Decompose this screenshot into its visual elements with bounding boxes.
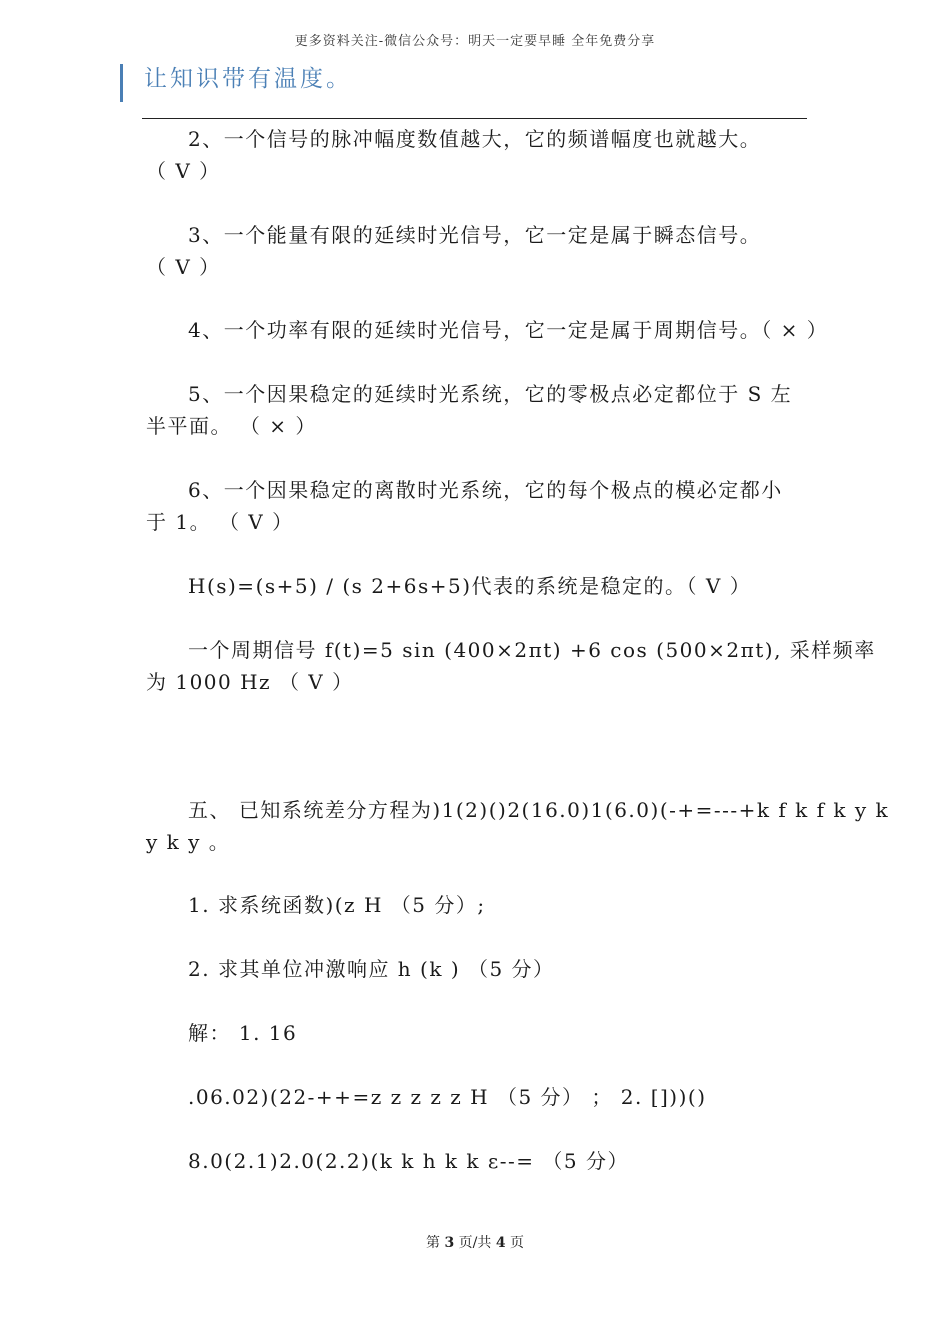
question-2-answer: （ V ） [146, 159, 221, 183]
section-5-answer-1: 解： 1. 16 [188, 1021, 298, 1045]
section-5-line-1: 五、 已知系统差分方程为)1(2)()2(16.0)1(6.0)(-+=---+k f k f k y k [188, 798, 890, 822]
current-page-number: 3 [444, 1235, 455, 1251]
question-6-line-1: 6、一个因果稳定的离散时光系统，它的每个极点的模必定都小 [188, 478, 783, 502]
question-8-line-1: 一个周期信号 f(t)=5 sin (400×2πt) +6 cos (500×2πt), 采样频率 [188, 638, 876, 662]
total-pages-number: 4 [495, 1235, 506, 1251]
header-divider [142, 118, 807, 119]
footer-suffix: 页 [505, 1235, 525, 1251]
section-5-line-2: y k y 。 [146, 830, 231, 854]
section-5-answer-3: 8.0(2.1)2.0(2.2)(k k h k k ε--= （5 分） [188, 1149, 629, 1173]
section-5-question-1: 1. 求系统函数)(z H （5 分）; [188, 893, 486, 917]
question-3-answer: （ V ） [146, 255, 221, 279]
question-2-line-1: 2、一个信号的脉冲幅度数值越大，它的频谱幅度也就越大。 [188, 127, 762, 151]
top-note: 更多资料关注-微信公众号：明天一定要早睡 全年免费分享 [294, 34, 656, 49]
brand-slogan: 让知识带有温度。 [144, 66, 352, 92]
brand-accent-bar [120, 64, 123, 102]
question-5-line-2: 半平面。 （ × ） [146, 414, 317, 438]
section-5-answer-2: .06.02)(22-++=z z z z z H （5 分） ； 2. []))() [188, 1085, 707, 1109]
question-5-line-1: 5、一个因果稳定的延续时光系统，它的零极点必定都位于 S 左 [188, 382, 793, 406]
footer-middle: 页/共 [454, 1235, 496, 1251]
question-3-line-1: 3、一个能量有限的延续时光信号，它一定是属于瞬态信号。 [188, 223, 762, 247]
question-6-line-2: 于 1。 （ V ） [146, 510, 294, 534]
page-footer [0, 1232, 950, 1252]
question-8-line-2: 为 1000 Hz （ V ） [146, 670, 354, 694]
footer-prefix: 第 [425, 1235, 445, 1251]
section-5-question-2: 2. 求其单位冲激响应 h (k ) （5 分） [188, 957, 555, 981]
question-7: H(s)=(s+5) / (s 2+6s+5)代表的系统是稳定的。（ V ） [188, 574, 752, 598]
question-4: 4、一个功率有限的延续时光信号，它一定是属于周期信号。（ × ） [188, 318, 829, 342]
